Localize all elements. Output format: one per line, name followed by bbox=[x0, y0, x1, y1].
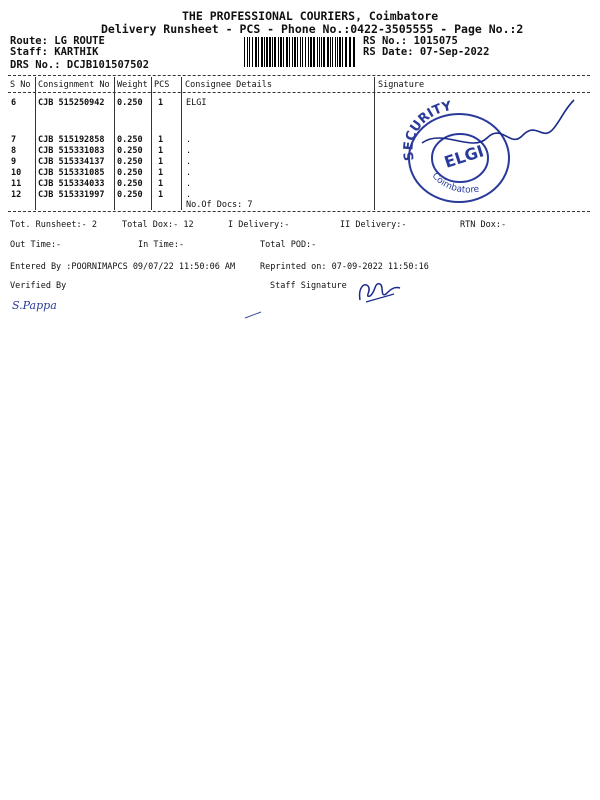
row-pcs: 1 bbox=[158, 168, 164, 178]
runsheet-subtitle: Delivery Runsheet - PCS - Phone No.:0422-3505555 - Page No.:2 bbox=[101, 22, 524, 36]
barcode-bar bbox=[244, 37, 245, 67]
barcode-bar bbox=[249, 37, 250, 67]
row-sno: 8 bbox=[11, 146, 17, 156]
row-sno: 10 bbox=[11, 168, 22, 178]
route-label: Route: LG ROUTE bbox=[10, 35, 105, 47]
barcode-bar bbox=[264, 37, 265, 67]
col-header-consignment: Consignment No bbox=[38, 80, 110, 90]
table-top-border bbox=[8, 75, 590, 76]
barcode-bar bbox=[258, 37, 259, 67]
barcode-bar bbox=[300, 37, 301, 67]
col-header-consignee: Consignee Details bbox=[185, 80, 272, 90]
col-header-pcs: PCS bbox=[154, 80, 170, 90]
barcode-bar bbox=[332, 37, 333, 67]
barcode-icon bbox=[244, 37, 356, 67]
row-sno: 12 bbox=[11, 190, 22, 200]
rs-date: RS Date: 07-Sep-2022 bbox=[363, 46, 490, 58]
barcode-bar bbox=[313, 37, 315, 67]
verified-by-label: Verified By bbox=[10, 281, 67, 291]
stamp-top-text: SECURITY bbox=[401, 99, 453, 162]
row-sno: 11 bbox=[11, 179, 22, 189]
verified-signature-text: S.Pappa bbox=[12, 299, 57, 312]
row-consignee: ELGI bbox=[186, 98, 207, 108]
reprinted-on: Reprinted on: 07-09-2022 11:50:16 bbox=[260, 262, 429, 272]
row-consignee: . bbox=[186, 179, 192, 189]
svg-text:Coimbatore bbox=[430, 171, 481, 195]
row-sno: 7 bbox=[11, 135, 17, 145]
barcode-bar bbox=[280, 37, 282, 67]
barcode-bar bbox=[345, 37, 347, 67]
barcode-bar bbox=[302, 37, 303, 67]
barcode-bar bbox=[261, 37, 263, 67]
row-weight: 0.250 bbox=[117, 190, 143, 200]
col-divider bbox=[181, 77, 182, 210]
col-header-signature: Signature bbox=[378, 80, 425, 90]
barcode-bar bbox=[255, 37, 257, 67]
staff-signature-scribble-icon bbox=[354, 278, 404, 306]
barcode-bar bbox=[308, 37, 309, 67]
row-consignee: . bbox=[186, 168, 192, 178]
col-header-weight: Weight bbox=[117, 80, 148, 90]
rtn-dox: RTN Dox:- bbox=[460, 220, 507, 230]
barcode-bar bbox=[321, 37, 322, 67]
barcode-bar bbox=[272, 37, 273, 67]
row-consignee: . bbox=[186, 157, 192, 167]
stamp-bottom-text: Coimbatore bbox=[429, 171, 481, 196]
rs-number: RS No.: 1015075 bbox=[363, 35, 458, 47]
barcode-bar bbox=[310, 37, 312, 67]
company-title: THE PROFESSIONAL COURIERS, Coimbatore bbox=[182, 9, 439, 23]
col-divider bbox=[35, 77, 36, 210]
staff-signature-label: Staff Signature bbox=[270, 281, 347, 291]
barcode-bar bbox=[292, 37, 293, 67]
barcode-bar bbox=[252, 37, 253, 67]
row-pcs: 1 bbox=[158, 157, 164, 167]
row-pcs: 1 bbox=[158, 190, 164, 200]
row-pcs: 1 bbox=[158, 179, 164, 189]
no-of-docs: No.Of Docs: 7 bbox=[186, 200, 253, 210]
barcode-bar bbox=[349, 37, 351, 67]
barcode-bar bbox=[269, 37, 271, 67]
elgi-security-stamp-icon bbox=[392, 98, 592, 208]
barcode-bar bbox=[335, 37, 336, 67]
col-divider bbox=[374, 77, 375, 210]
barcode-bar bbox=[283, 37, 284, 67]
row-sno: 9 bbox=[11, 157, 17, 167]
barcode-bar bbox=[317, 37, 318, 67]
row-weight: 0.250 bbox=[117, 179, 143, 189]
row-consignment: CJB 515334033 bbox=[38, 179, 105, 189]
total-pod: Total POD:- bbox=[260, 240, 317, 250]
row-weight: 0.250 bbox=[117, 135, 143, 145]
verified-signature-icon bbox=[10, 296, 70, 314]
row-pcs: 1 bbox=[158, 98, 164, 108]
barcode-bar bbox=[319, 37, 320, 67]
row-pcs: 1 bbox=[158, 135, 164, 145]
out-time: Out Time:- bbox=[10, 240, 62, 250]
table-header-border bbox=[8, 92, 590, 93]
row-weight: 0.250 bbox=[117, 168, 143, 178]
barcode-bar bbox=[337, 37, 338, 67]
stamp-center-text: ELGI bbox=[441, 141, 487, 172]
row-consignment: CJB 515334137 bbox=[38, 157, 105, 167]
barcode-bar bbox=[247, 37, 248, 67]
barcode-bar bbox=[266, 37, 268, 67]
barcode-bar bbox=[297, 37, 298, 67]
barcode-bar bbox=[289, 37, 290, 67]
row-consignment: CJB 515192858 bbox=[38, 135, 105, 145]
in-time: In Time:- bbox=[138, 240, 185, 250]
total-runsheet: Tot. Runsheet:- 2 bbox=[10, 220, 97, 230]
col-header-sno: S No bbox=[10, 80, 31, 90]
row-consignment: CJB 515331083 bbox=[38, 146, 105, 156]
barcode-bar bbox=[278, 37, 279, 67]
staff-label: Staff: KARTHIK bbox=[10, 46, 99, 58]
row-consignment: CJB 515250942 bbox=[38, 98, 105, 108]
row-pcs: 1 bbox=[158, 146, 164, 156]
barcode-bar bbox=[342, 37, 343, 67]
barcode-bar bbox=[294, 37, 296, 67]
total-dox: Total Dox:- 12 bbox=[122, 220, 194, 230]
barcode-bar bbox=[274, 37, 276, 67]
barcode-bar bbox=[286, 37, 288, 67]
barcode-bar bbox=[327, 37, 329, 67]
barcode-bar bbox=[339, 37, 341, 67]
col-divider bbox=[114, 77, 115, 210]
barcode-bar bbox=[305, 37, 306, 67]
row-weight: 0.250 bbox=[117, 157, 143, 167]
row-consignee: . bbox=[186, 190, 192, 200]
row-weight: 0.250 bbox=[117, 98, 143, 108]
row-weight: 0.250 bbox=[117, 146, 143, 156]
barcode-bar bbox=[353, 37, 355, 67]
entered-by: Entered By :POORNIMAPCS 09/07/22 11:50:06 AM bbox=[10, 262, 236, 272]
barcode-bar bbox=[330, 37, 331, 67]
drs-number: DRS No.: DCJB101507502 bbox=[10, 59, 150, 71]
row-consignment: CJB 515331085 bbox=[38, 168, 105, 178]
pen-mark-icon bbox=[244, 310, 264, 320]
ii-delivery: II Delivery:- bbox=[340, 220, 407, 230]
row-consignee: . bbox=[186, 146, 192, 156]
row-consignment: CJB 515331997 bbox=[38, 190, 105, 200]
i-delivery: I Delivery:- bbox=[228, 220, 290, 230]
row-consignee: . bbox=[186, 135, 192, 145]
row-sno: 6 bbox=[11, 98, 17, 108]
col-divider bbox=[151, 77, 152, 210]
table-bottom-border bbox=[8, 211, 590, 212]
barcode-bar bbox=[323, 37, 325, 67]
